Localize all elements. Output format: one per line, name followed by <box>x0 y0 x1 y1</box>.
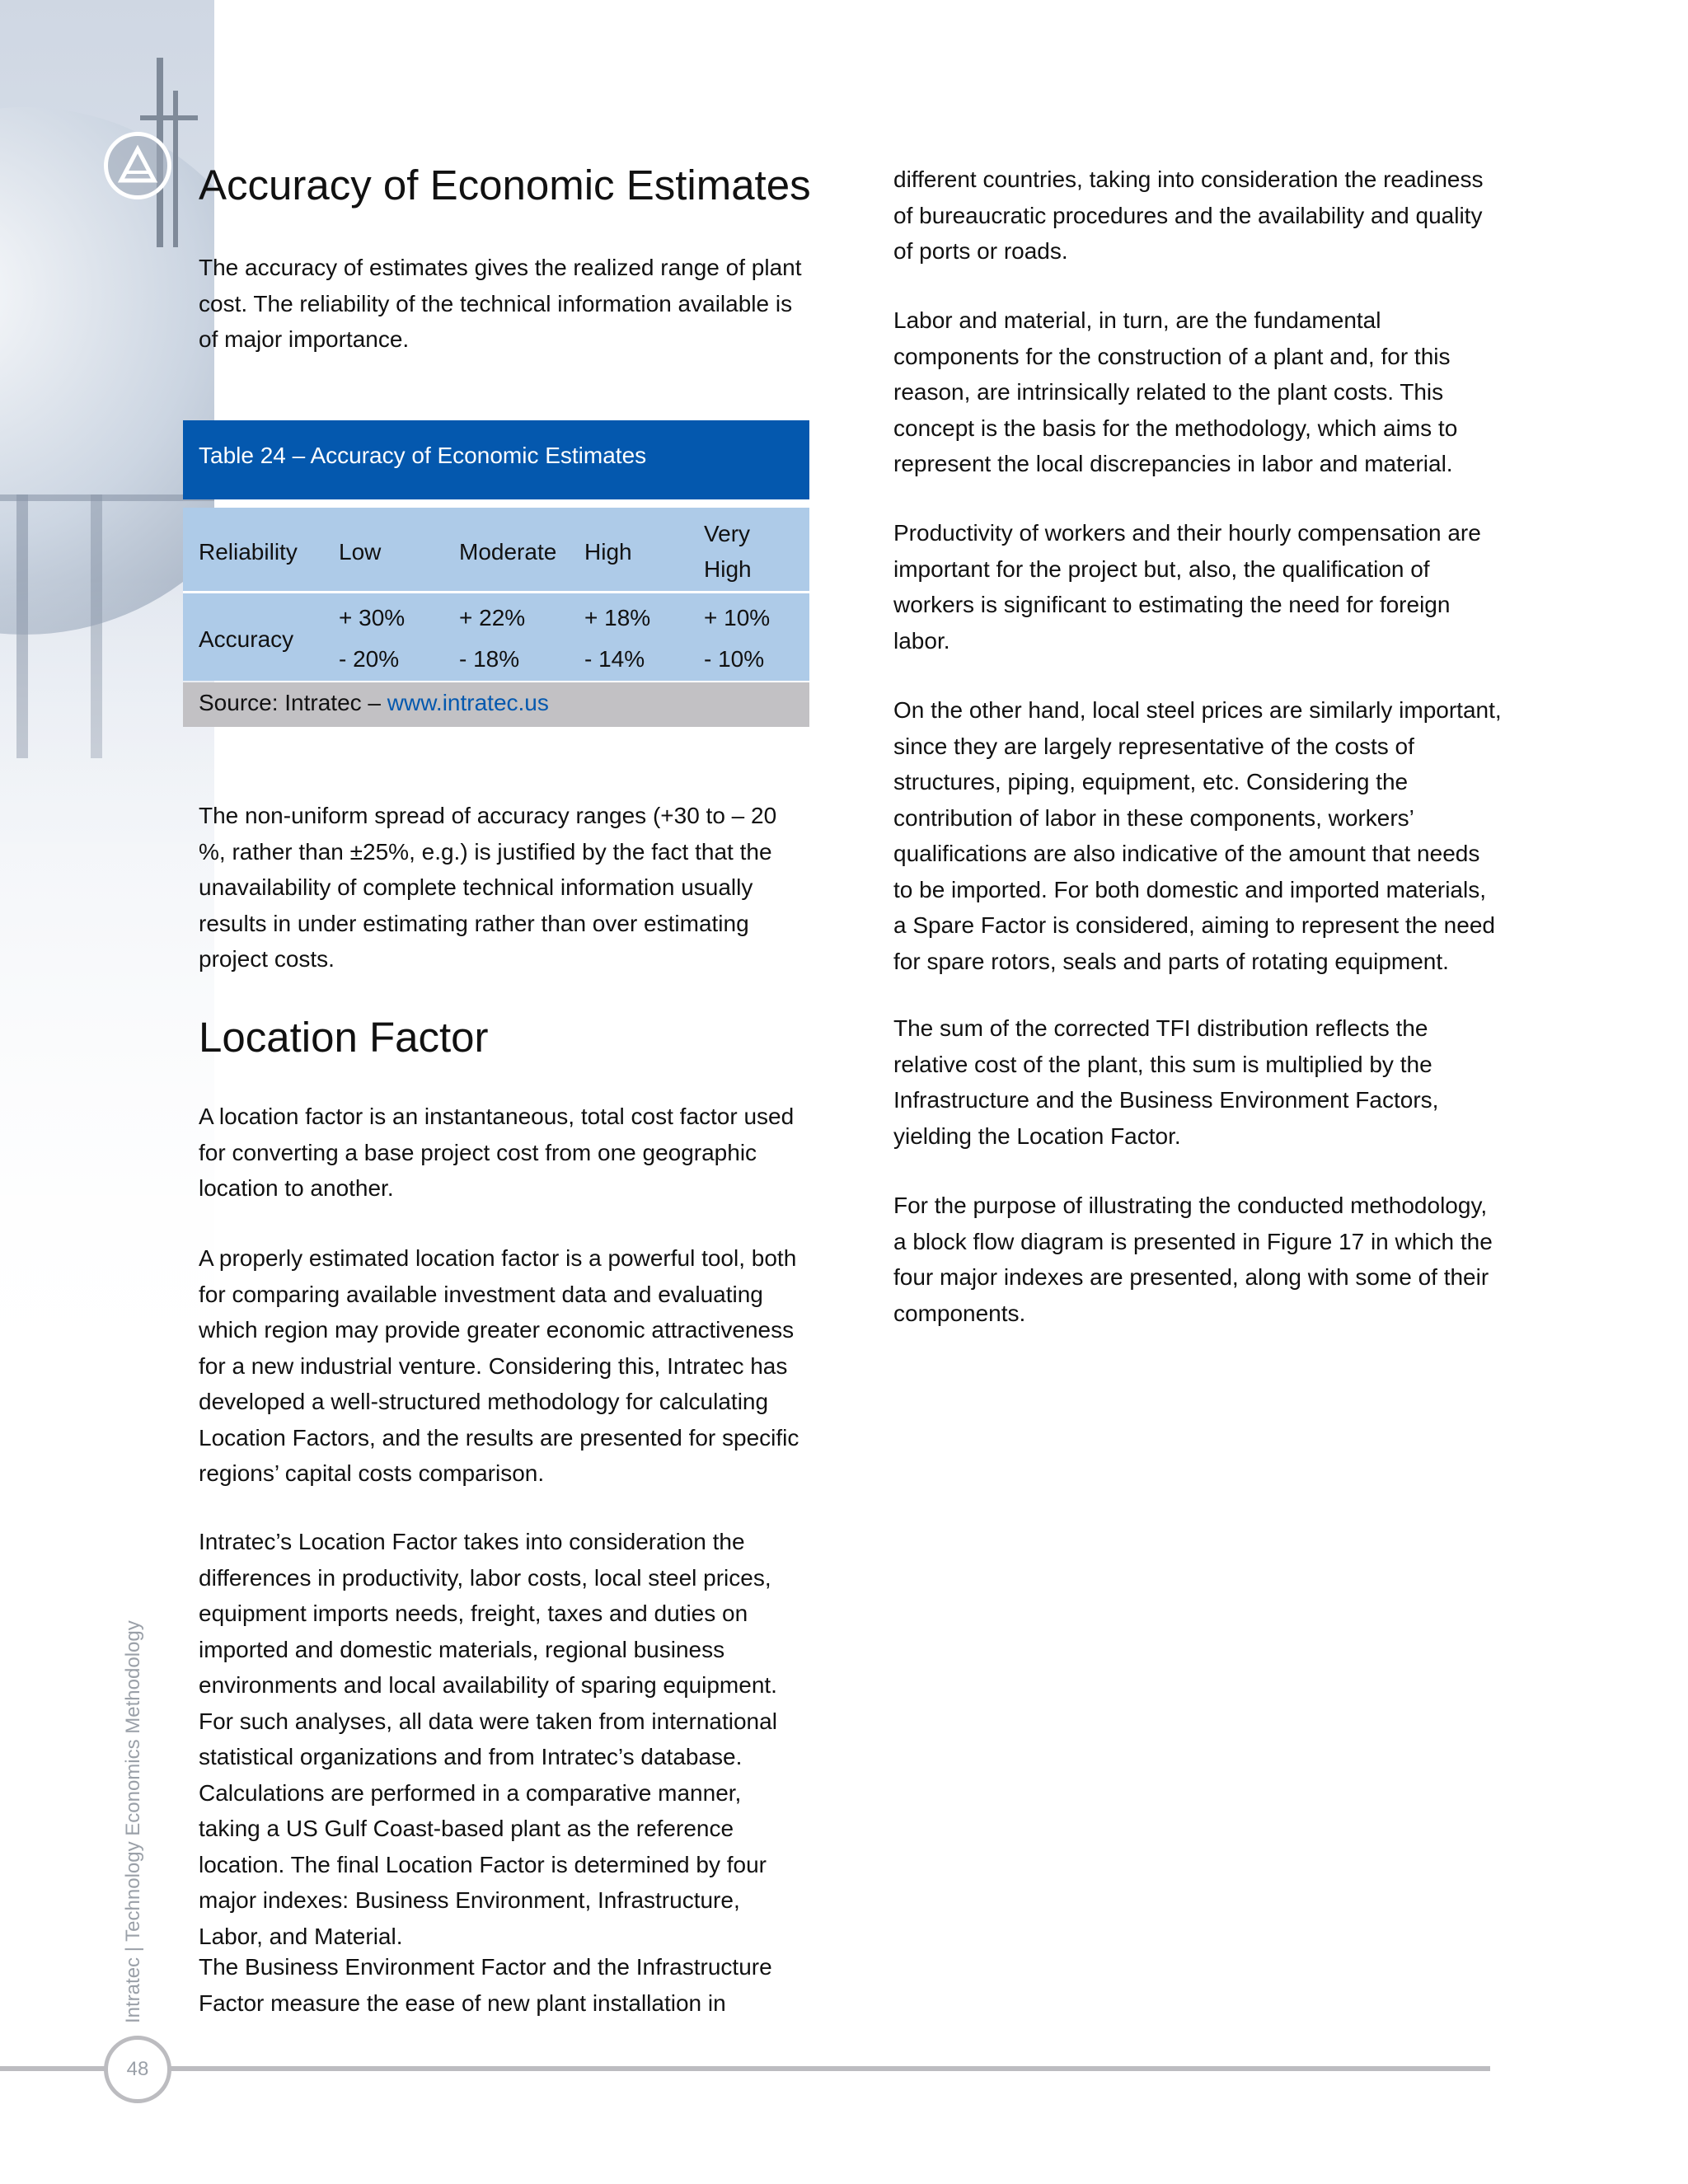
intratec-logo <box>104 132 171 199</box>
location-factor-paragraph-4: The Business Environment Factor and the Infrastructure Factor measure the ease of new plant installation in <box>199 1954 772 2016</box>
source-label: Source: Intratec – <box>199 690 387 715</box>
accuracy-spread-paragraph: The non-uniform spread of accuracy ranges (+30 to – 20 %, rather than ±25%, e.g.) is justified by the fact that the unavailability of complete technical information usually results in under estimating rather than over estimating project costs. <box>199 803 777 972</box>
row-label-accuracy: Accuracy <box>199 626 294 652</box>
storage-sphere-illustration <box>0 0 214 1401</box>
location-factor-paragraph-2: A properly estimated location factor is a powerful tool, both for comparing available investment data and evaluating which region may provide greater economic attractiveness for a new industrial venture. Considering this, Intratec has developed a well-structured methodology for calculating Location Factors, and the results are presented for specific regions’ capital costs comparison. <box>199 1245 799 1486</box>
header-high: High <box>584 539 632 565</box>
accuracy-minus-low: - 20% <box>339 646 400 672</box>
accuracy-minus-very-high: - 10% <box>704 646 765 672</box>
right-paragraph-1: different countries, taking into consideration the readiness of bureaucratic procedures and the availability and quality of ports or roads. <box>893 166 1484 264</box>
accuracy-plus-high: + 18% <box>584 605 651 630</box>
right-paragraph-6: For the purpose of illustrating the conducted methodology, a block flow diagram is presented in Figure 17 in which the four major indexes are presented, along with some of their components. <box>893 1193 1493 1326</box>
source-link[interactable]: www.intratec.us <box>387 690 549 715</box>
side-document-title: Intratec | Technology Economics Methodology <box>122 1620 144 2023</box>
table-row-divider <box>183 591 809 593</box>
background-photo <box>0 0 214 1401</box>
location-factor-paragraph-3: Intratec’s Location Factor takes into consideration the differences in productivity, labor costs, local steel prices, equipment imports needs, freight, taxes and duties on imported and domestic materials, regional business environments and local availability of sparing equipment. For such analyses, all data were taken from international statistical organizations and from Intratec’s database. Calculations are performed in a comparative manner, taking a US Gulf Coast-based plant as the reference location. The final Location Factor is determined by four major indexes: Business Environment, Infrastructure, Labor, and Material. <box>199 1529 777 1949</box>
accuracy-minus-high: - 14% <box>584 646 645 672</box>
table-source-row <box>183 682 809 727</box>
accuracy-intro-paragraph: The accuracy of estimates gives the realized range of plant cost. The reliability of the technical information available is of major importance. <box>199 255 802 352</box>
heading-accuracy: Accuracy of Economic Estimates <box>199 162 811 209</box>
accuracy-plus-very-high: + 10% <box>704 605 771 630</box>
accuracy-minus-moderate: - 18% <box>459 646 520 672</box>
header-moderate: Moderate <box>459 539 557 565</box>
page-number: 48 <box>104 2036 171 2103</box>
accuracy-plus-moderate: + 22% <box>459 605 526 630</box>
header-very-high: Very High <box>704 521 752 582</box>
table-title: Table 24 – Accuracy of Economic Estimates <box>199 443 647 468</box>
header-reliability: Reliability <box>199 539 298 565</box>
heading-location-factor: Location Factor <box>199 1014 489 1061</box>
footer-rule <box>0 2066 1490 2071</box>
right-paragraph-3: Productivity of workers and their hourly compensation are important for the project but, also, the qualification of workers is significant to estimating the need for foreign labor. <box>893 520 1481 654</box>
accuracy-plus-low: + 30% <box>339 605 406 630</box>
logo-mark-icon <box>116 144 159 187</box>
location-factor-paragraph-1: A location factor is an instantaneous, total cost factor used for converting a base project cost from one geographic location to another. <box>199 1104 795 1201</box>
header-low: Low <box>339 539 382 565</box>
table-body <box>183 508 809 681</box>
table-title-bar <box>183 420 809 499</box>
right-paragraph-2: Labor and material, in turn, are the fundamental components for the construction of a plant and, for this reason, are intrinsically related to the plant costs. This concept is the basis for the methodology, which aims to represent the local discrepancies in labor and material. <box>893 307 1458 476</box>
table-source <box>199 690 549 716</box>
right-paragraph-5: The sum of the corrected TFI distribution reflects the relative cost of the plant, this sum is multiplied by the Infrastructure and the Business Environment Factors, yielding the Location Factor. <box>893 1015 1439 1149</box>
right-paragraph-4: On the other hand, local steel prices are similarly important, since they are largely representative of the costs of structures, piping, equipment, etc. Considering the contribution of labor in these components, workers’ qualifications are also indicative of the amount that needs to be imported. For both domestic and imported materials, a Spare Factor is considered, aiming to represent the need for spare rotors, seals and parts of rotating equipment. <box>893 697 1502 974</box>
